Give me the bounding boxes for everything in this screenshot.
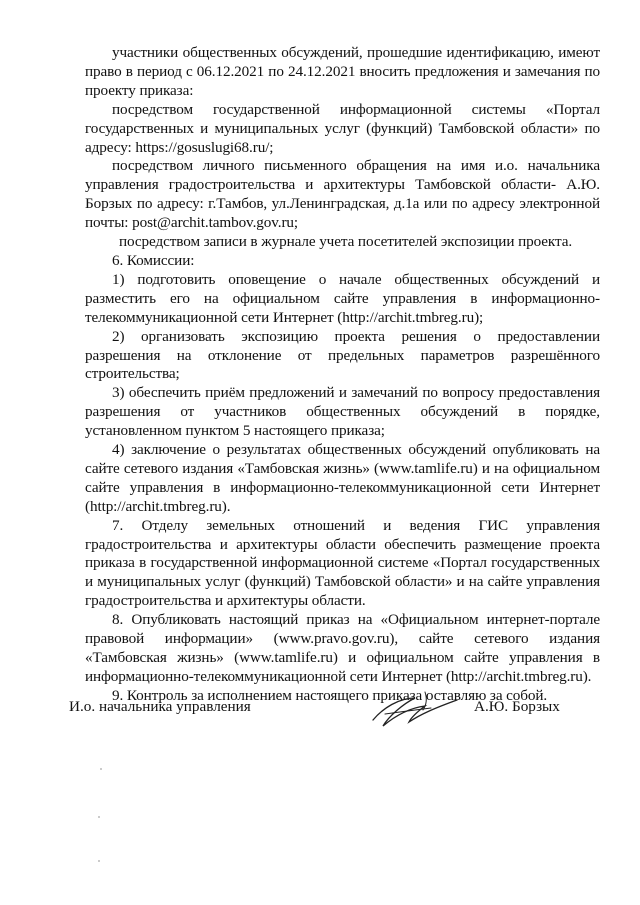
scan-speck bbox=[98, 860, 100, 862]
paragraph-item-9: 9. Контроль за исполнением настоящего приказа оставляю за собой. bbox=[112, 686, 548, 704]
paragraph-journal-entry: посредством записи в журнале учета посетителей экспозиции проекта. bbox=[119, 233, 573, 251]
signatory-title: И.о. начальника управления bbox=[69, 698, 251, 715]
scan-speck bbox=[100, 768, 102, 770]
paragraph-item-6: 6. Комиссии: bbox=[112, 251, 195, 269]
paragraph-item-6-1: 1) подготовить оповещение о начале общественных обсуждений и разместить его на официальном сайте управления в информационно-телекоммуникационной сети Интернет (http://archit.tmbreg.ru); bbox=[85, 270, 600, 326]
paragraph-item-6-3: 3) обеспечить приём предложений и замечаний по вопросу предоставления разрешения от участников общественных обсуждений в порядке, установленном пунктом 5 настоящего приказа; bbox=[85, 384, 600, 440]
paragraph-item-8: 8. Опубликовать настоящий приказ на «Официальном интернет-портале правовой информации» (www.pravo.gov.ru), сайте сетевого издания «Тамбовская жизнь» (www.tamlife.ru) и официальном сайте управления в информационно-телекоммуникационной сети Интернет (http://archit.tmbreg.ru). bbox=[85, 611, 600, 685]
paragraph-participants-rights: участники общественных обсуждений, прошедшие идентификацию, имеют право в период с 06.12.2021 по 24.12.2021 вносить предложения и замечания по проекту приказа: bbox=[85, 44, 600, 99]
paragraph-item-6-4: 4) заключение о результатах общественных обсуждений опубликовать на сайте сетевого издания «Тамбовская жизнь» (www.tamlife.ru) и на официальном сайте управления в информационно-телекоммуникационной сети Интернет (http://archit.tmbreg.ru). bbox=[85, 441, 600, 515]
signatory-name: А.Ю. Борзых bbox=[474, 698, 560, 715]
handwritten-signature bbox=[365, 686, 463, 734]
signature-block bbox=[0, 698, 640, 728]
scan-speck bbox=[98, 816, 100, 818]
paragraph-item-6-2: 2) организовать экспозицию проекта решения о предоставлении разрешения на отклонение от предельных параметров разрешённого строительства; bbox=[85, 327, 600, 383]
paragraph-written-appeal: посредством личного письменного обращения на имя и.о. начальника управления градостроительства и архитектуры Тамбовской области- А.Ю. Борзых по адресу: г.Тамбов, ул.Ленинградская, д.1а или по адресу электронной почты: post@archit.tambov.gov.ru; bbox=[85, 157, 600, 232]
paragraph-gosuslugi: посредством государственной информационной системы «Портал государственных и муниципальных услуг (функций) Тамбовской области» по адресу: https://gosuslugi68.ru/; bbox=[85, 100, 600, 156]
document-body bbox=[85, 44, 600, 706]
paragraph-item-7: 7. Отделу земельных отношений и ведения ГИС управления градостроительства и архитектуры области обеспечить размещение проекта приказа в государственной информационной системе «Портал государственных и муниципальных услуг (функций) Тамбовской области» и на сайте управления градостроительства и архитектуры области. bbox=[85, 516, 600, 610]
